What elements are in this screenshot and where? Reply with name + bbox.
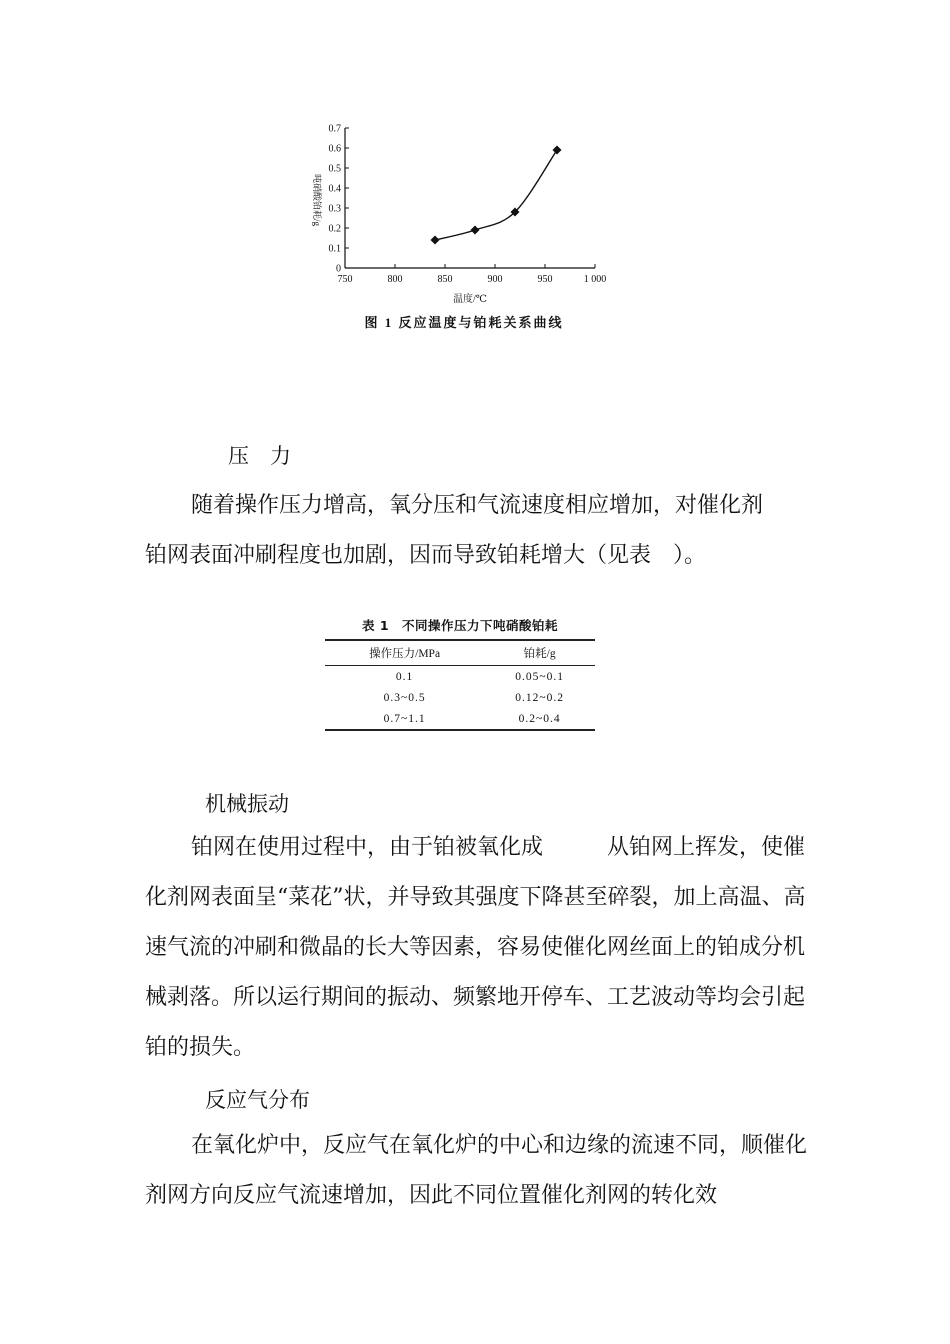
y-tick-label: 0: [336, 263, 341, 275]
table-cell: 0.7~1.1: [383, 712, 426, 725]
pressure-loss-table: [325, 639, 595, 731]
table-row: [325, 708, 595, 730]
column-header-loss: 铂耗/g: [523, 648, 556, 660]
section-heading-vibration: 机械振动: [205, 792, 289, 816]
table-caption: 表 1 不同操作压力下吨硝酸铂耗: [361, 618, 559, 633]
table-cell: 0.05~0.1: [515, 670, 564, 683]
table-cell: 0.2~0.4: [518, 712, 561, 725]
table-cell: 0.12~0.2: [515, 691, 564, 704]
x-tick-label: 950: [537, 274, 553, 285]
figure-caption: 图 1 反应温度与铂耗关系曲线: [364, 315, 564, 330]
paragraph-gas-distribution: 在氧化炉中，反应气在氧化炉的中心和边缘的流速不同，顺催化剂网方向反应气流速增加，因此不同位置催化剂网的转化效: [145, 1133, 808, 1208]
paragraph-vibration-part2: 从铂网上挥发，使催化剂网表面呈“菜花”状，并导致其强度下降甚至碎裂，加上高温、高速气流的冲刷和微晶的长大等因素，容易使催化网丝面上的铂成分机械剥落。所以运行期间的振动、频繁地开停车、工艺波动等均会引起铂的损失。: [145, 835, 806, 1060]
paragraph-vibration-part1: 铂网在使用过程中，由于铂被氧化成: [191, 835, 544, 860]
paragraph-pressure-line1: 随着操作压力增高，氧分压和气流速度相应增加，对催化剂: [191, 493, 764, 518]
column-header-pressure: 操作压力/MPa: [369, 648, 441, 660]
y-tick-label: 0.2: [328, 223, 341, 235]
table-row: [325, 687, 595, 708]
paragraph-vibration: [145, 823, 810, 1073]
y-axis-ticks: [329, 124, 350, 275]
x-tick-label: 850: [437, 274, 453, 285]
y-tick-label: 0.1: [328, 243, 341, 255]
table-1: [325, 615, 595, 731]
figure-1-chart: [300, 118, 620, 343]
x-tick-label: 900: [487, 274, 503, 285]
data-point: [431, 236, 440, 245]
y-tick-label: 0.7: [328, 123, 341, 135]
y-tick-label: 0.6: [328, 143, 341, 155]
y-tick-label: 0.3: [328, 203, 341, 215]
table-row: [325, 666, 595, 688]
data-points: [431, 146, 562, 245]
series-line-platinum-loss: [435, 150, 557, 240]
section-heading-gas-distribution: 反应气分布: [205, 1088, 310, 1112]
y-tick-label: 0.4: [328, 183, 341, 195]
x-axis-ticks: [338, 264, 607, 285]
x-tick-label: 1 000: [583, 274, 607, 285]
data-point: [553, 146, 562, 155]
y-tick-label: 0.5: [328, 163, 341, 175]
y-axis-label: 吨硝酸铂耗/g: [312, 173, 322, 227]
x-tick-label: 750: [337, 274, 353, 285]
table-header-row: [325, 640, 595, 666]
paragraph-pressure-line2: 铂网表面冲刷程度也加剧，因而导致铂耗增大（见表 ）。: [145, 543, 707, 568]
table-cell: 0.1: [395, 670, 414, 683]
data-point: [471, 226, 480, 235]
table-cell: 0.3~0.5: [383, 691, 426, 704]
section-heading-pressure: 压 力: [228, 444, 291, 468]
x-axis-label: 温度/℃: [453, 294, 487, 305]
x-tick-label: 800: [387, 274, 403, 285]
